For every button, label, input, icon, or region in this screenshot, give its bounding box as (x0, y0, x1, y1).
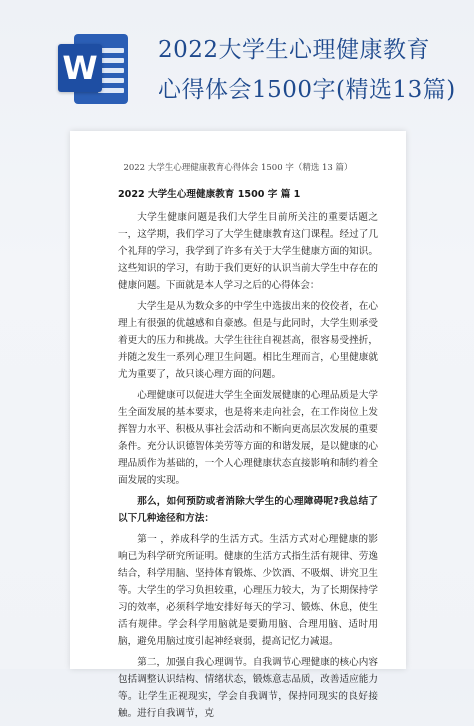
running-head: 2022 大学生心理健康教育心得体会 1500 字（精选 13 篇） (123, 163, 353, 173)
paragraph: 大学生是从为数众多的中学生中选拔出来的佼佼者，在心理上有很强的优越感和自豪感。但是与此同时，大学生则承受着更大的压力和挑战。大学生往往自视甚高，很容易受挫折，并随之发生一系列心理卫生问题。相比生理而言，心里健康就尤为重要了，故只谈心理方面的问题。 (118, 301, 378, 380)
title-line-1: 2022大学生心理健康教育 (158, 37, 431, 63)
word-icon-badge: W (58, 44, 102, 92)
section-heading: 2022 大学生心理健康教育 1500 字 篇 1 (118, 189, 301, 200)
document-page (70, 131, 406, 719)
paragraph-emphasis: 那么，如何预防或者消除大学生的心理障碍呢?我总结了以下几种途径和方法： (118, 496, 378, 524)
page-header (0, 0, 474, 140)
title-line-2: 心得体会1500字(精选13篇) (158, 77, 456, 103)
paragraph: 第二，加强自我心理调节。自我调节心理健康的核心内容包括调整认识结构、情绪状态，锻炼意志品质，改善适应能力等。让学生正视现实，学会自我调节，保持同现实的良好接触。进行自我调节，克 (118, 657, 378, 719)
paragraph: 第一 ，养成科学的生活方式。生活方式对心理健康的影响已为科学研究所证明。健康的生活方式指生活有规律、劳逸结合，科学用脑、坚持体育锻炼、少饮酒、不吸烟、讲究卫生等。大学生的学习负担较重，心理压力较大，为了长期保持学习的效率，必须科学地安排好每天的学习、锻炼、休息，使生活有规律。学会科学用脑就是要勤用脑、合理用脑、适时用脑，避免用脑过度引起神经衰弱，提高记忆力减退。 (118, 534, 378, 647)
document-body (118, 186, 378, 726)
paragraph: 心理健康可以促进大学生全面发展健康的心理品质是大学生全面发展的基本要求，也是将来走向社会，在工作岗位上发挥智力水平、积极从事社会活动和不断向更高层次发展的重要条件。充分认识德智体美劳等方面的和谐发展，是以健康的心理品质作为基础的，一个人心理健康状态直接影响和制约着全面发展的实现。 (118, 390, 378, 486)
word-document-icon (52, 28, 130, 110)
paragraph: 大学生健康问题是我们大学生目前所关注的重要话题之一，这学期，我们学习了大学生健康教育这门课程。经过了几个礼拜的学习，我学到了许多有关于大学生健康方面的知识。这些知识的学习，有助于我们更好的认识当前大学生中存在的健康问题。下面就是本人学习之后的心得体会： (118, 212, 378, 291)
page-title (158, 30, 458, 110)
